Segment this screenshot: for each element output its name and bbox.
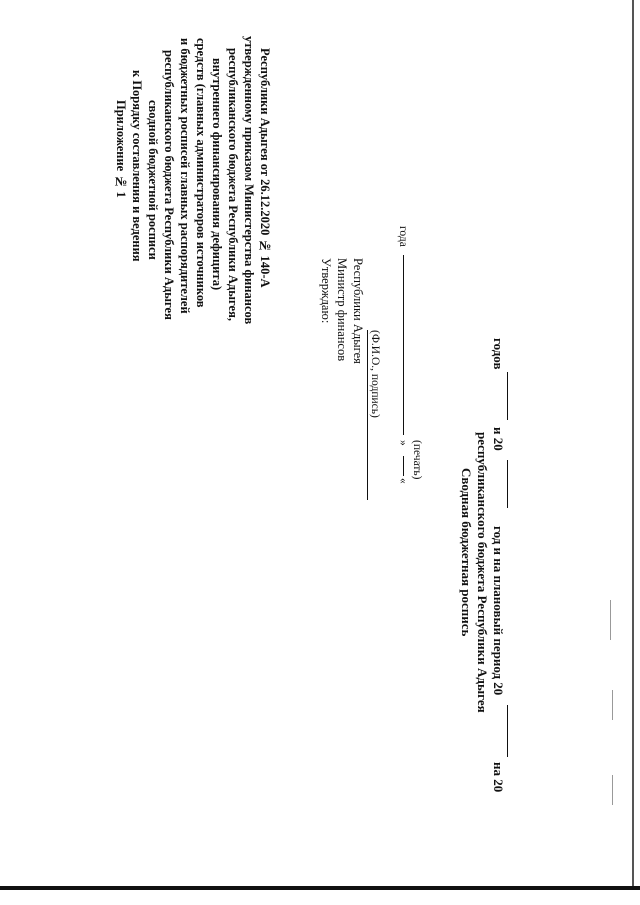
appendix-line: и бюджетных росписей главных распорядителей xyxy=(178,38,192,314)
appendix-line: республиканского бюджета Республики Адыгея xyxy=(162,50,176,320)
scan-artifact xyxy=(612,690,613,720)
title-years-and: и 20 xyxy=(491,427,506,451)
approve-label: Утверждаю: xyxy=(319,258,333,324)
minister-region: Республики Адыгея xyxy=(351,258,365,364)
appendix-line: к Порядку составления и ведения xyxy=(130,70,144,262)
date-month-line xyxy=(403,255,404,435)
appendix-line: Республики Адыгея от 26.12.2020 № 140-А xyxy=(258,48,272,288)
scan-border xyxy=(0,886,640,890)
date-close-quote: » xyxy=(397,440,409,446)
page-edge xyxy=(632,0,634,890)
appendix-line: средств (главных администраторов источников xyxy=(194,38,208,308)
title-line-2: республиканского бюджета Республики Адыгея xyxy=(475,432,490,713)
date-open-quote: « xyxy=(397,478,409,484)
minister-title: Министр финансов xyxy=(335,258,349,362)
title-years-suffix: годов xyxy=(491,338,506,370)
year3-blank xyxy=(507,372,508,420)
title-line-1: Сводная бюджетная роспись xyxy=(459,468,474,637)
title-years-mid: год и на плановый период 20 xyxy=(491,526,506,696)
title-years-prefix: на 20 xyxy=(491,762,506,793)
year-word: года xyxy=(397,226,409,247)
appendix-line: Приложение № 1 xyxy=(114,100,128,198)
appendix-line: республиканского бюджета Республики Адыгея, xyxy=(226,48,240,321)
scan-artifact xyxy=(612,775,613,805)
signature-caption: (Ф.И.О., подпись) xyxy=(369,330,381,418)
scan-artifact xyxy=(610,600,611,640)
appendix-line: утвержденному приказом Министерства финансов xyxy=(242,36,256,325)
year2-blank xyxy=(507,460,508,508)
year1-blank xyxy=(507,705,508,757)
appendix-line: сводной бюджетной росписи xyxy=(146,100,160,260)
appendix-line: внутреннего финансирования дефицита) xyxy=(210,58,224,291)
date-day-line xyxy=(403,456,404,476)
stamp-caption: (печать) xyxy=(411,440,423,480)
